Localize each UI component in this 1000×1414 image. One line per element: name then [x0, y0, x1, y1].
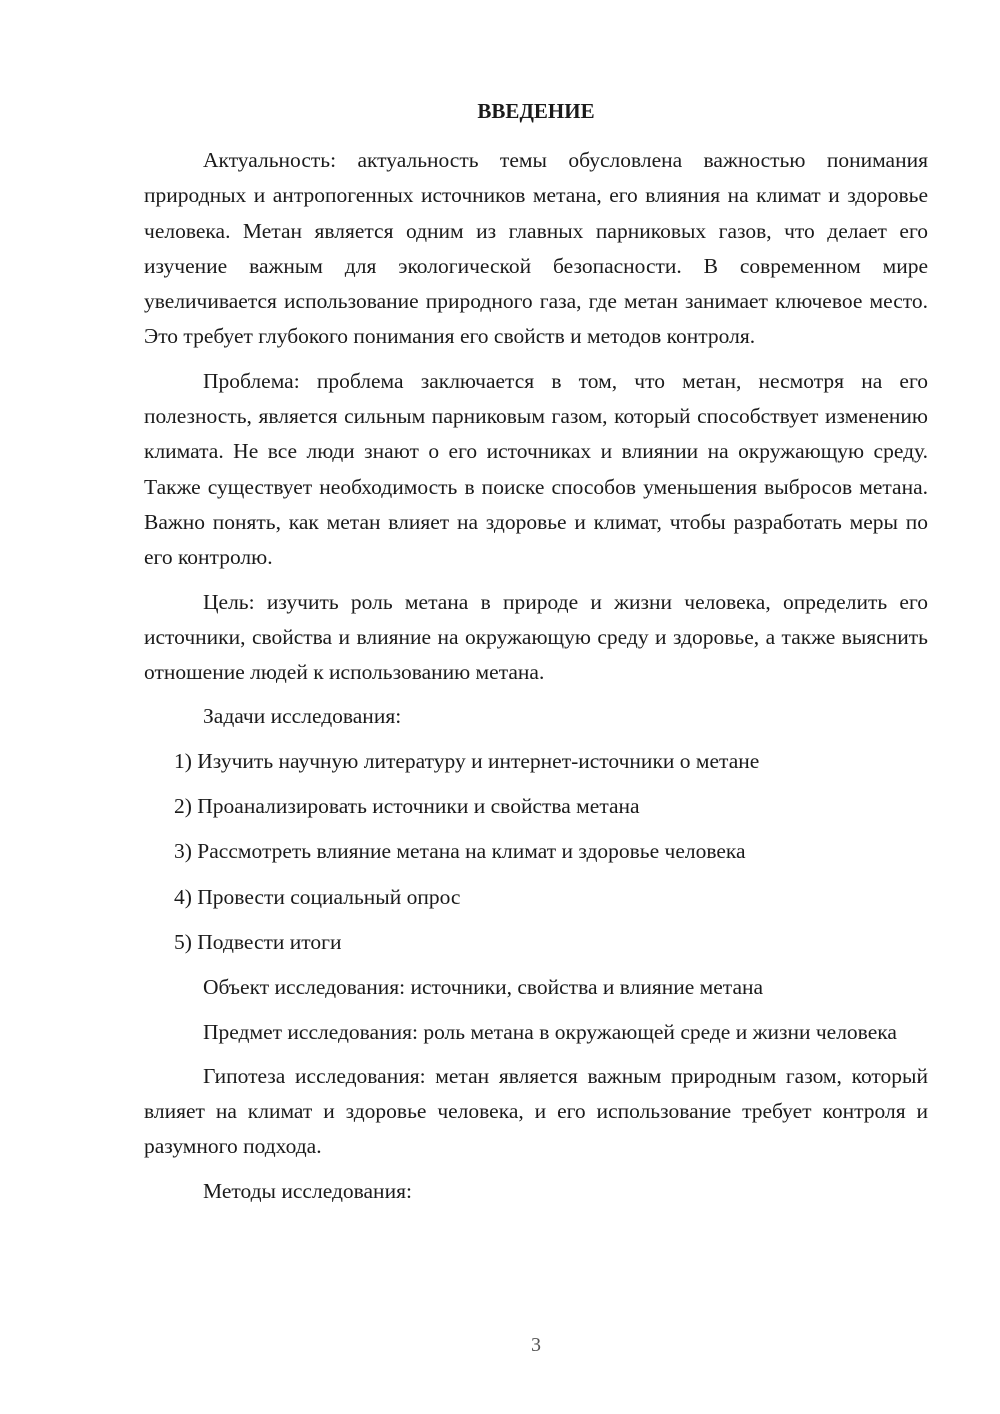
relevance-paragraph: Актуальность: актуальность темы обусловлена важностью понимания природных и антропогенных источников метана, его влияния на климат и здоровье человека. Метан является одним из главных парниковых газов, что делает его изучение важным для экологической безопасности. В современном мире увеличивается использование природного газа, где метан занимает ключевое место. Это требует глубокого понимания его свойств и методов контроля. — [144, 148, 928, 349]
section-heading: ВВЕДЕНИЕ — [477, 99, 595, 123]
list-item: 4) Провести социальный опрос — [174, 884, 461, 909]
hypothesis-paragraph: Гипотеза исследования: метан является важным природным газом, который влияет на климат и здоровье человека, и его использование требует контроля и разумного подхода. — [144, 1063, 928, 1159]
object-paragraph: Объект исследования: источники, свойства и влияние метана — [203, 975, 764, 1000]
list-item: 3) Рассмотреть влияние метана на климат и здоровье человека — [174, 839, 746, 864]
list-item: 5) Подвести итоги — [174, 929, 342, 954]
tasks-list — [144, 744, 928, 960]
document-page — [144, 0, 928, 1414]
document-body — [144, 143, 928, 1218]
problem-paragraph: Проблема: проблема заключается в том, что метан, несмотря на его полезность, является сильным парниковым газом, который способствует изменению климата. Не все люди знают о его источниках и влиянии на окружающую среду. Также существует необходимость в поиске способов уменьшения выбросов метана. Важно понять, как метан влияет на здоровье и климат, чтобы разработать меры по его контролю. — [144, 368, 928, 570]
subject-paragraph: Предмет исследования: роль метана в окружающей среде и жизни человека — [203, 1019, 897, 1044]
methods-title: Методы исследования: — [203, 1178, 412, 1203]
list-item: 2) Проанализировать источники и свойства метана — [174, 794, 640, 819]
tasks-title: Задачи исследования: — [203, 704, 402, 729]
list-item: 1) Изучить научную литературу и интернет-источники о метане — [174, 748, 760, 773]
page-number: 3 — [531, 1334, 541, 1356]
goal-paragraph: Цель: изучить роль метана в природе и жизни человека, определить его источники, свойства и влияние на окружающую среду и здоровье, а также выяснить отношение людей к использованию метана. — [144, 589, 928, 685]
